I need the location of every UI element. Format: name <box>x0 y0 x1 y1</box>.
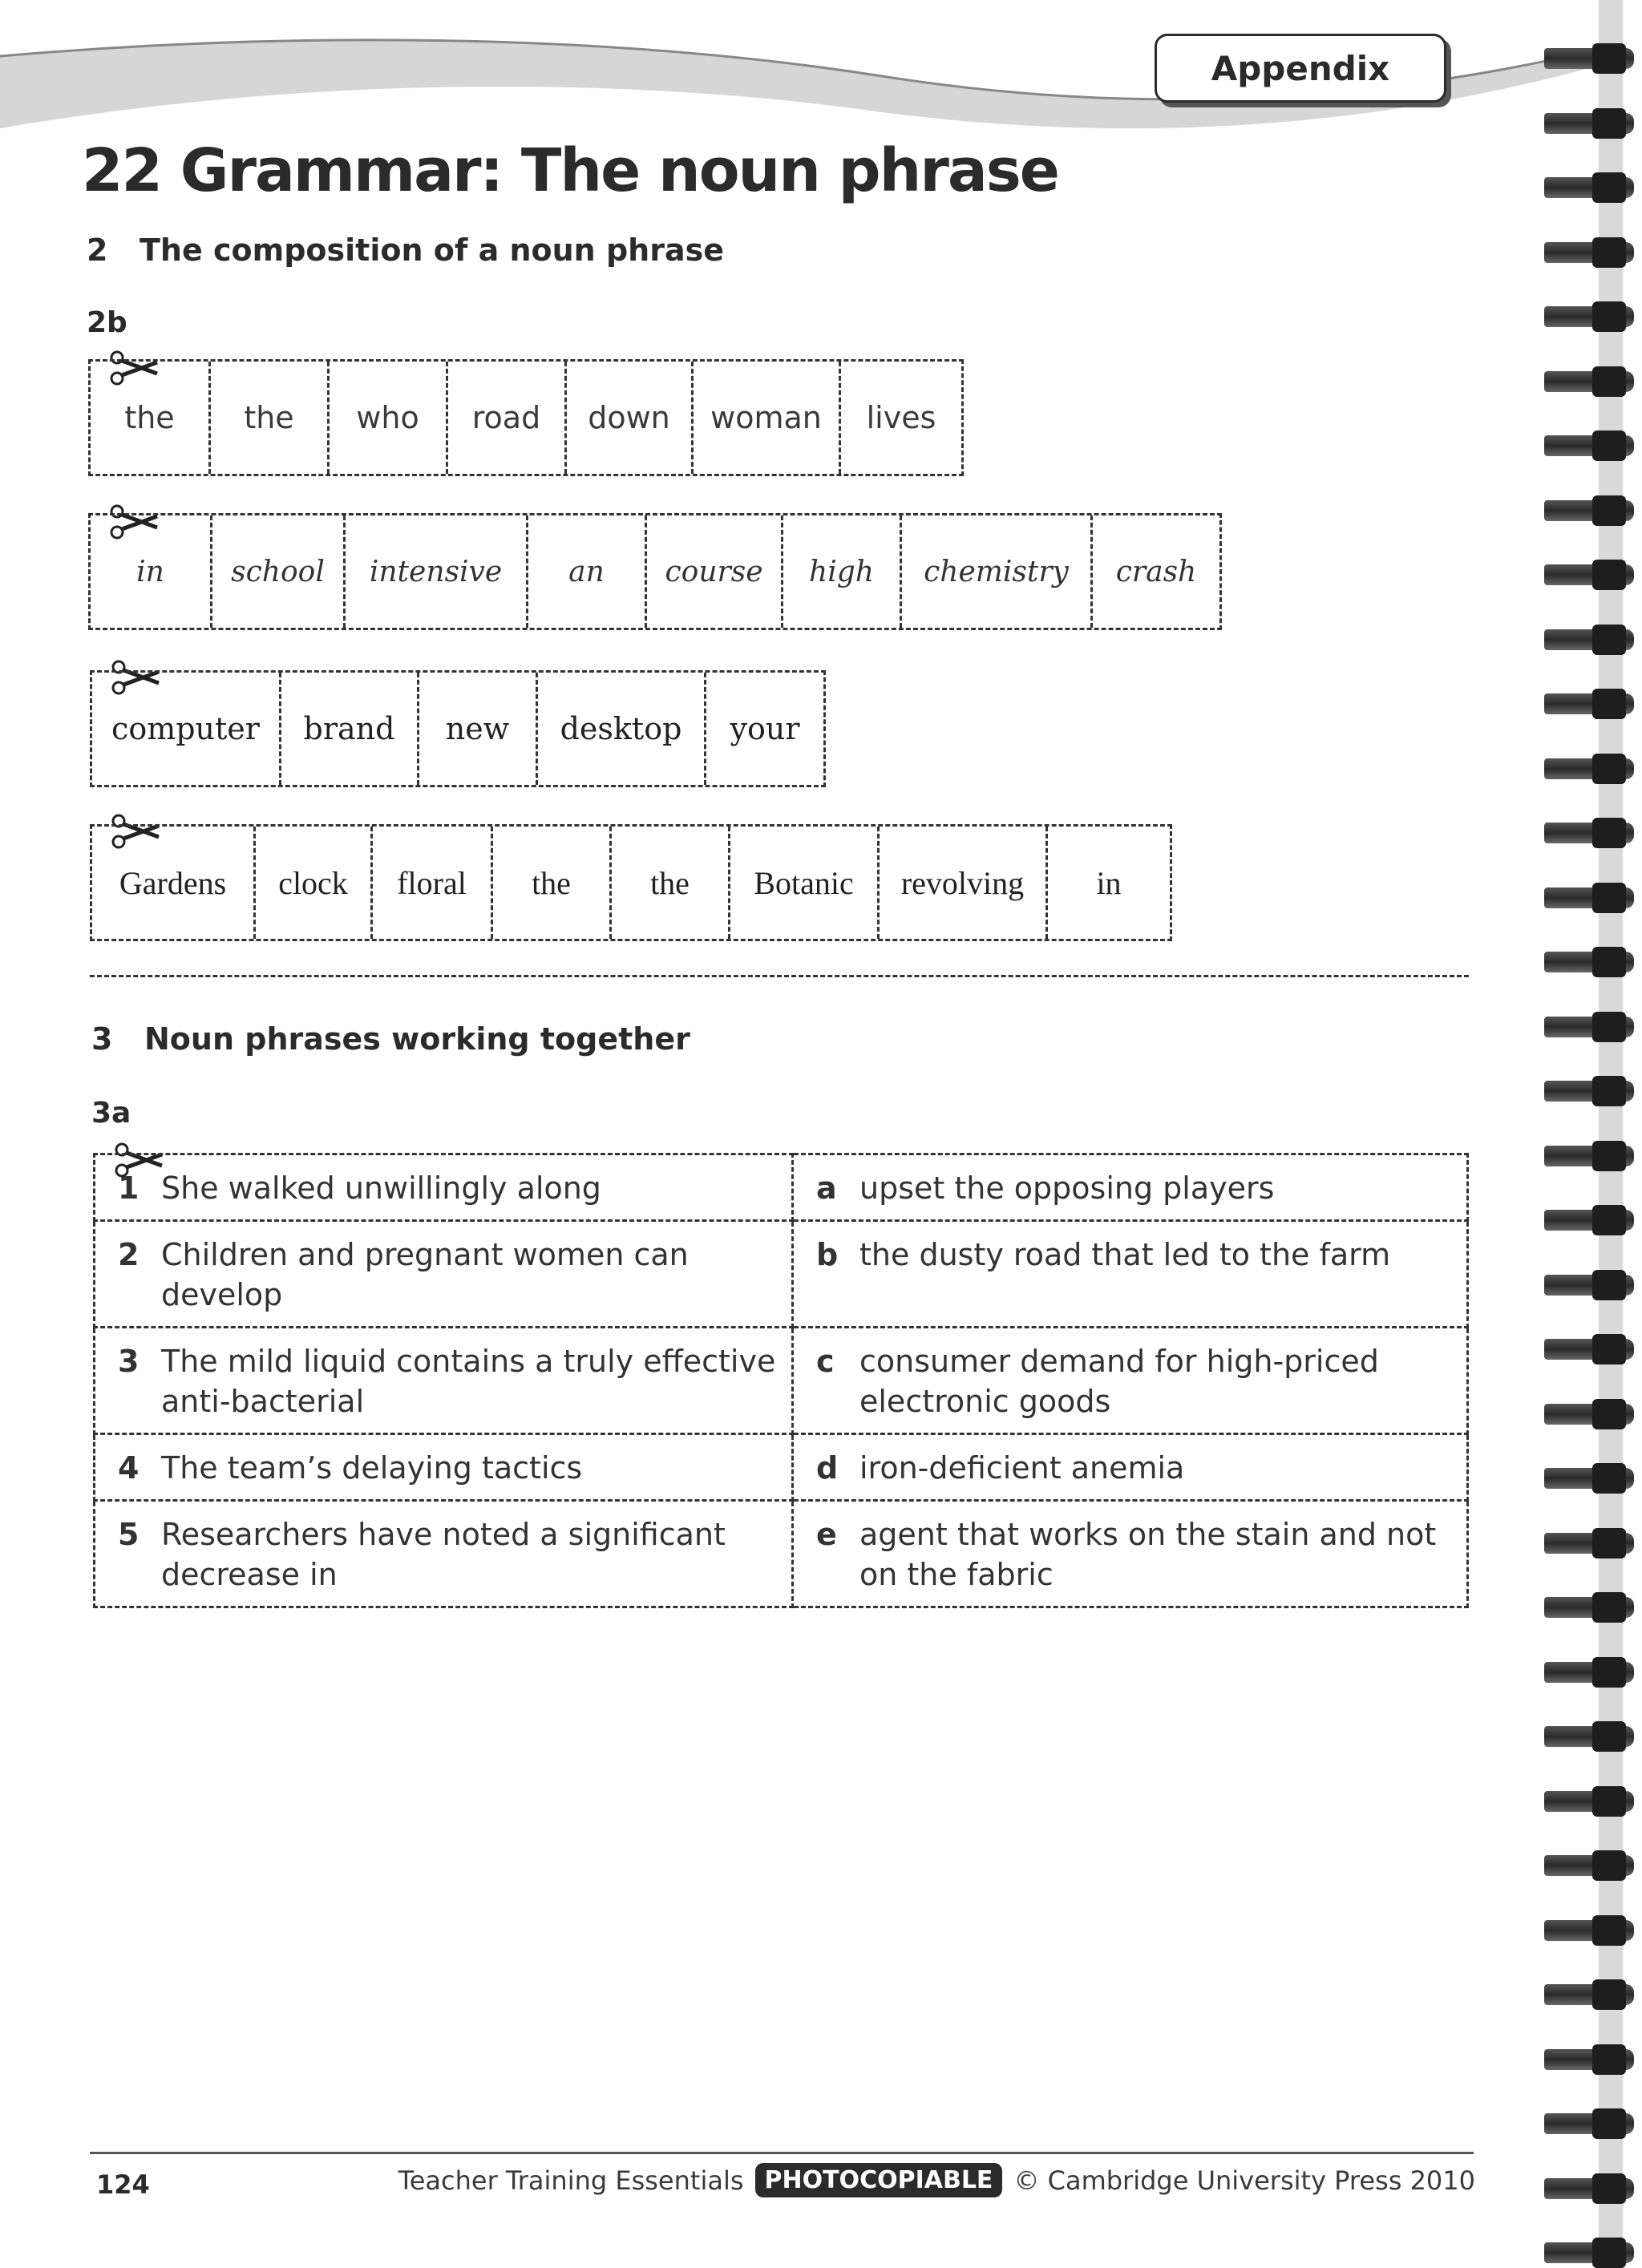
item-number: 3 <box>118 1344 140 1379</box>
item-text: Researchers have noted a significant decrease in <box>161 1517 726 1592</box>
footer-credits <box>398 2163 1475 2197</box>
item-text: iron-deficient anemia <box>859 1450 1185 1486</box>
word-strip-3 <box>90 670 826 787</box>
word-card[interactable]: intensive <box>346 515 528 628</box>
sentence-start-card[interactable] <box>95 1154 793 1221</box>
binding-ring <box>1544 2113 1634 2134</box>
item-text: Children and pregnant women can develop <box>161 1237 689 1312</box>
binding-ring <box>1544 1404 1634 1425</box>
item-text: agent that works on the stain and not on the fabric <box>859 1517 1437 1592</box>
section-2-heading <box>87 232 724 268</box>
word-card[interactable]: down <box>567 362 694 474</box>
sentence-end-card[interactable] <box>793 1434 1468 1501</box>
binding-ring <box>1544 887 1634 908</box>
item-number: 2 <box>118 1237 140 1272</box>
word-strip-4 <box>90 824 1172 941</box>
section-2-title: The composition of a noun phrase <box>140 232 724 268</box>
binding-ring <box>1544 1468 1634 1489</box>
cut-line-divider <box>90 975 1469 977</box>
page-number: 124 <box>96 2169 150 2200</box>
word-card[interactable]: in <box>91 515 212 628</box>
binding-ring <box>1544 435 1634 456</box>
binding-ring <box>1544 242 1634 263</box>
binding-ring <box>1544 1597 1634 1618</box>
item-number: 4 <box>118 1450 140 1486</box>
sentence-end-card[interactable] <box>793 1154 1468 1221</box>
word-card[interactable]: clock <box>256 827 373 939</box>
section-3-number: 3 <box>91 1021 113 1057</box>
appendix-tab: Appendix <box>1155 34 1446 103</box>
word-card[interactable]: computer <box>92 673 281 785</box>
word-card[interactable]: the <box>612 827 730 939</box>
item-letter: e <box>816 1517 837 1552</box>
word-card[interactable]: crash <box>1115 555 1197 588</box>
sentence-end-card[interactable] <box>793 1328 1468 1434</box>
word-card[interactable]: woman <box>694 362 841 474</box>
book-title: Teacher Training Essentials <box>398 2165 744 2196</box>
binding-ring <box>1544 2049 1634 2070</box>
word-card[interactable]: an <box>528 515 647 628</box>
page-title: 22 Grammar: The noun phrase <box>82 136 1058 205</box>
word-strip-2 <box>88 513 1222 630</box>
section-3-heading <box>91 1021 690 1057</box>
word-card[interactable]: school <box>212 515 346 628</box>
binding-ring <box>1544 1275 1634 1296</box>
item-number: 1 <box>118 1170 140 1206</box>
binding-ring <box>1544 1984 1634 2005</box>
binding-ring <box>1544 48 1634 69</box>
item-text: The mild liquid contains a truly effective anti-bacterial <box>161 1344 776 1419</box>
sentence-start-card[interactable] <box>95 1221 793 1328</box>
table-row <box>95 1434 1468 1501</box>
word-card[interactable]: road <box>448 362 567 474</box>
binding-ring <box>1544 1855 1634 1876</box>
word-card[interactable]: new <box>419 673 538 785</box>
binding-ring <box>1544 306 1634 327</box>
sentence-start-card[interactable] <box>95 1501 793 1607</box>
sentence-end-card[interactable] <box>793 1501 1468 1607</box>
binding-ring <box>1544 1533 1634 1554</box>
table-row <box>95 1221 1468 1328</box>
binding-ring <box>1544 693 1634 714</box>
binding-ring <box>1544 500 1634 521</box>
item-letter: c <box>816 1344 835 1379</box>
word-card[interactable]: chemistry <box>902 515 1093 628</box>
sentence-start-card[interactable] <box>95 1328 793 1434</box>
binding-ring <box>1544 1726 1634 1747</box>
binding-ring <box>1544 1920 1634 1941</box>
word-strip-1 <box>88 359 964 476</box>
item-letter: d <box>816 1450 839 1486</box>
binding-ring <box>1544 1210 1634 1231</box>
item-text: She walked unwillingly along <box>161 1170 601 1206</box>
word-card[interactable]: brand <box>281 673 419 785</box>
word-card[interactable]: the <box>211 362 330 474</box>
binding-ring <box>1544 758 1634 779</box>
word-card[interactable]: high <box>783 515 902 628</box>
binding-ring <box>1544 1081 1634 1102</box>
binding-ring <box>1544 564 1634 585</box>
binding-ring <box>1544 1339 1634 1360</box>
item-number: 5 <box>118 1517 140 1552</box>
binding-ring <box>1544 113 1634 134</box>
word-card[interactable]: the <box>91 362 211 474</box>
word-card[interactable]: course <box>647 515 783 628</box>
table-row <box>95 1328 1468 1434</box>
binding-ring <box>1544 1662 1634 1683</box>
item-text: The team’s delaying tactics <box>161 1450 583 1486</box>
sentence-start-card[interactable] <box>95 1434 793 1501</box>
binding-ring <box>1544 2242 1634 2263</box>
item-letter: a <box>816 1170 837 1206</box>
table-row <box>95 1501 1468 1607</box>
binding-ring <box>1544 1791 1634 1812</box>
binding-ring <box>1544 1017 1634 1037</box>
word-card[interactable]: revolving <box>880 827 1048 939</box>
item-letter: b <box>816 1237 839 1272</box>
sentence-end-card[interactable] <box>793 1221 1468 1328</box>
item-text: consumer demand for high-priced electronic goods <box>859 1344 1379 1419</box>
binding-ring <box>1544 952 1634 972</box>
word-card[interactable]: the <box>493 827 612 939</box>
photocopiable-badge: PHOTOCOPIABLE <box>755 2163 1003 2197</box>
word-card[interactable]: lives <box>866 400 936 435</box>
matching-table <box>93 1153 1469 1608</box>
binding-ring <box>1544 1146 1634 1166</box>
footer-rule <box>90 2152 1474 2154</box>
spiral-binding <box>1539 0 1642 2260</box>
binding-ring <box>1544 629 1634 650</box>
binding-ring <box>1544 823 1634 843</box>
word-card[interactable]: Botanic <box>730 827 880 939</box>
section-2-number: 2 <box>87 232 108 268</box>
word-card[interactable]: floral <box>373 827 493 939</box>
item-text: upset the opposing players <box>859 1170 1275 1206</box>
word-card[interactable]: Gardens <box>92 827 256 939</box>
item-text: the dusty road that led to the farm <box>859 1237 1391 1272</box>
word-card[interactable]: your <box>730 711 800 746</box>
section-3-title: Noun phrases working together <box>144 1021 690 1057</box>
binding-ring <box>1544 177 1634 198</box>
binding-ring <box>1544 2178 1634 2199</box>
word-card[interactable]: desktop <box>538 673 706 785</box>
section-2b-label: 2b <box>87 306 127 339</box>
copyright-text: © Cambridge University Press 2010 <box>1013 2165 1475 2196</box>
word-card[interactable]: who <box>330 362 448 474</box>
binding-ring <box>1544 371 1634 392</box>
word-card[interactable]: in <box>1096 864 1122 901</box>
table-row <box>95 1154 1468 1221</box>
section-3a-label: 3a <box>91 1097 131 1130</box>
